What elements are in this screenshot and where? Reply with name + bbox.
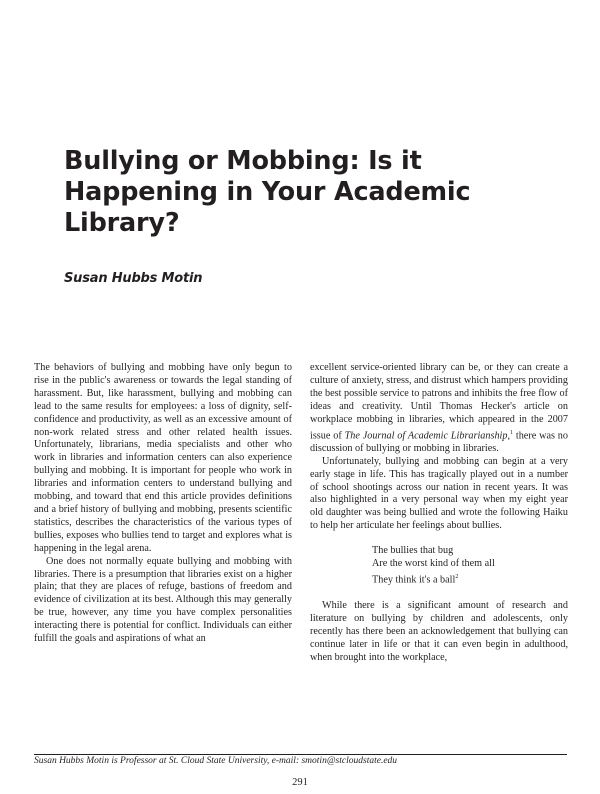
body-paragraph: The behaviors of bullying and mobbing have only begun to rise in the public's awareness or towards the legal standing of harassment. But, like harassment, bullying and mobbing can lead to the same results for employees: a loss of dignity, self-confidence and productivity, as well as an excessive amount of non-work related stress and other related health issues. Unfortunately, librarians, media specialists and other who work in libraries and information centers can also experience bullying and mobbing. It is important for people who work in libraries and information centers to understand bullying and mobbing, and toward that end this article provides definitions and a brief history of bullying and mobbing, presents scientific statistics, describes the characteristics of the various types of bullies, exposes who bullies tend to target and explores what is happening in the legal arena. <box>34 362 292 554</box>
reference-marker: 1 <box>510 429 514 436</box>
body-paragraph: excellent service-oriented library can be, or they can create a culture of anxiety, stress, and distrust which hampers providing the best possible service to patrons and inhibits the free flow of ideas and creativity. Until Thomas Hecker's article on workplace mobbing in libraries, which appeared in the 2007 issue of The Journal of Academic Librarianship,$^1$ there was no discussion of bullying or mobbing in libraries. <box>310 362 568 454</box>
haiku <box>372 545 568 587</box>
right-column <box>310 362 568 665</box>
left-column <box>34 362 292 646</box>
title-line: Bullying or Mobbing: Is it <box>64 146 422 176</box>
page-number: 291 <box>292 777 308 788</box>
article-title <box>64 146 524 239</box>
body-paragraph: Unfortunately, bullying and mobbing can begin at a very early stage in life. This has tragically played out in a number of school shootings across our nation in recent years. It was also highlighted in a very personal way when my eight year old daughter was being bullied and wrote the following Haiku to help her articulate her feelings about bullies. <box>310 455 568 532</box>
paragraph-text: excellent service-oriented library can be, or they can create a culture of anxiety, stress, and distrust which hampers providing the best possible service to patrons and inhibits the free flow of ideas and creativity. Until Thomas Hecker's article on workplace mobbing in libraries, which appeared in the 2007 issue of <box>310 362 568 441</box>
reference-marker: 2 <box>455 573 459 580</box>
haiku-line-text: They think it's a ball <box>372 574 456 586</box>
haiku-line <box>372 571 568 587</box>
body-paragraph: One does not normally equate bullying and mobbing with libraries. There is a presumption that libraries exist on a higher plain; that they are places of refuge, bastions of freedom and evidence of civilization at its best. Although this may generally be true, however, any time you have complex personalities interacting there is potential for conflict. Individuals can either fulfill the goals and aspirations of what an <box>34 555 292 645</box>
journal-title: The Journal of Academic Librarianship <box>344 429 508 441</box>
title-line: Happening in Your Academic <box>64 177 471 207</box>
footnote-divider <box>34 754 567 755</box>
haiku-line: The bullies that bug <box>372 545 454 557</box>
author-name: Susan Hubbs Motin <box>64 271 203 286</box>
body-paragraph: While there is a significant amount of research and literature on bullying by children and adolescents, only recently has there been an acknowledgement that bullying can continue later in life or that it can even begin in adulthood, when brought into the workplace, <box>310 600 568 663</box>
haiku-line: Are the worst kind of them all <box>372 558 495 570</box>
paragraph-text: there was no discussion of bullying or mobbing in libraries. <box>310 429 568 454</box>
title-line: Library? <box>64 208 180 238</box>
author-footnote: Susan Hubbs Motin is Professor at St. Cloud State University, e-mail: smotin@stcloudstate.edu <box>34 756 398 766</box>
